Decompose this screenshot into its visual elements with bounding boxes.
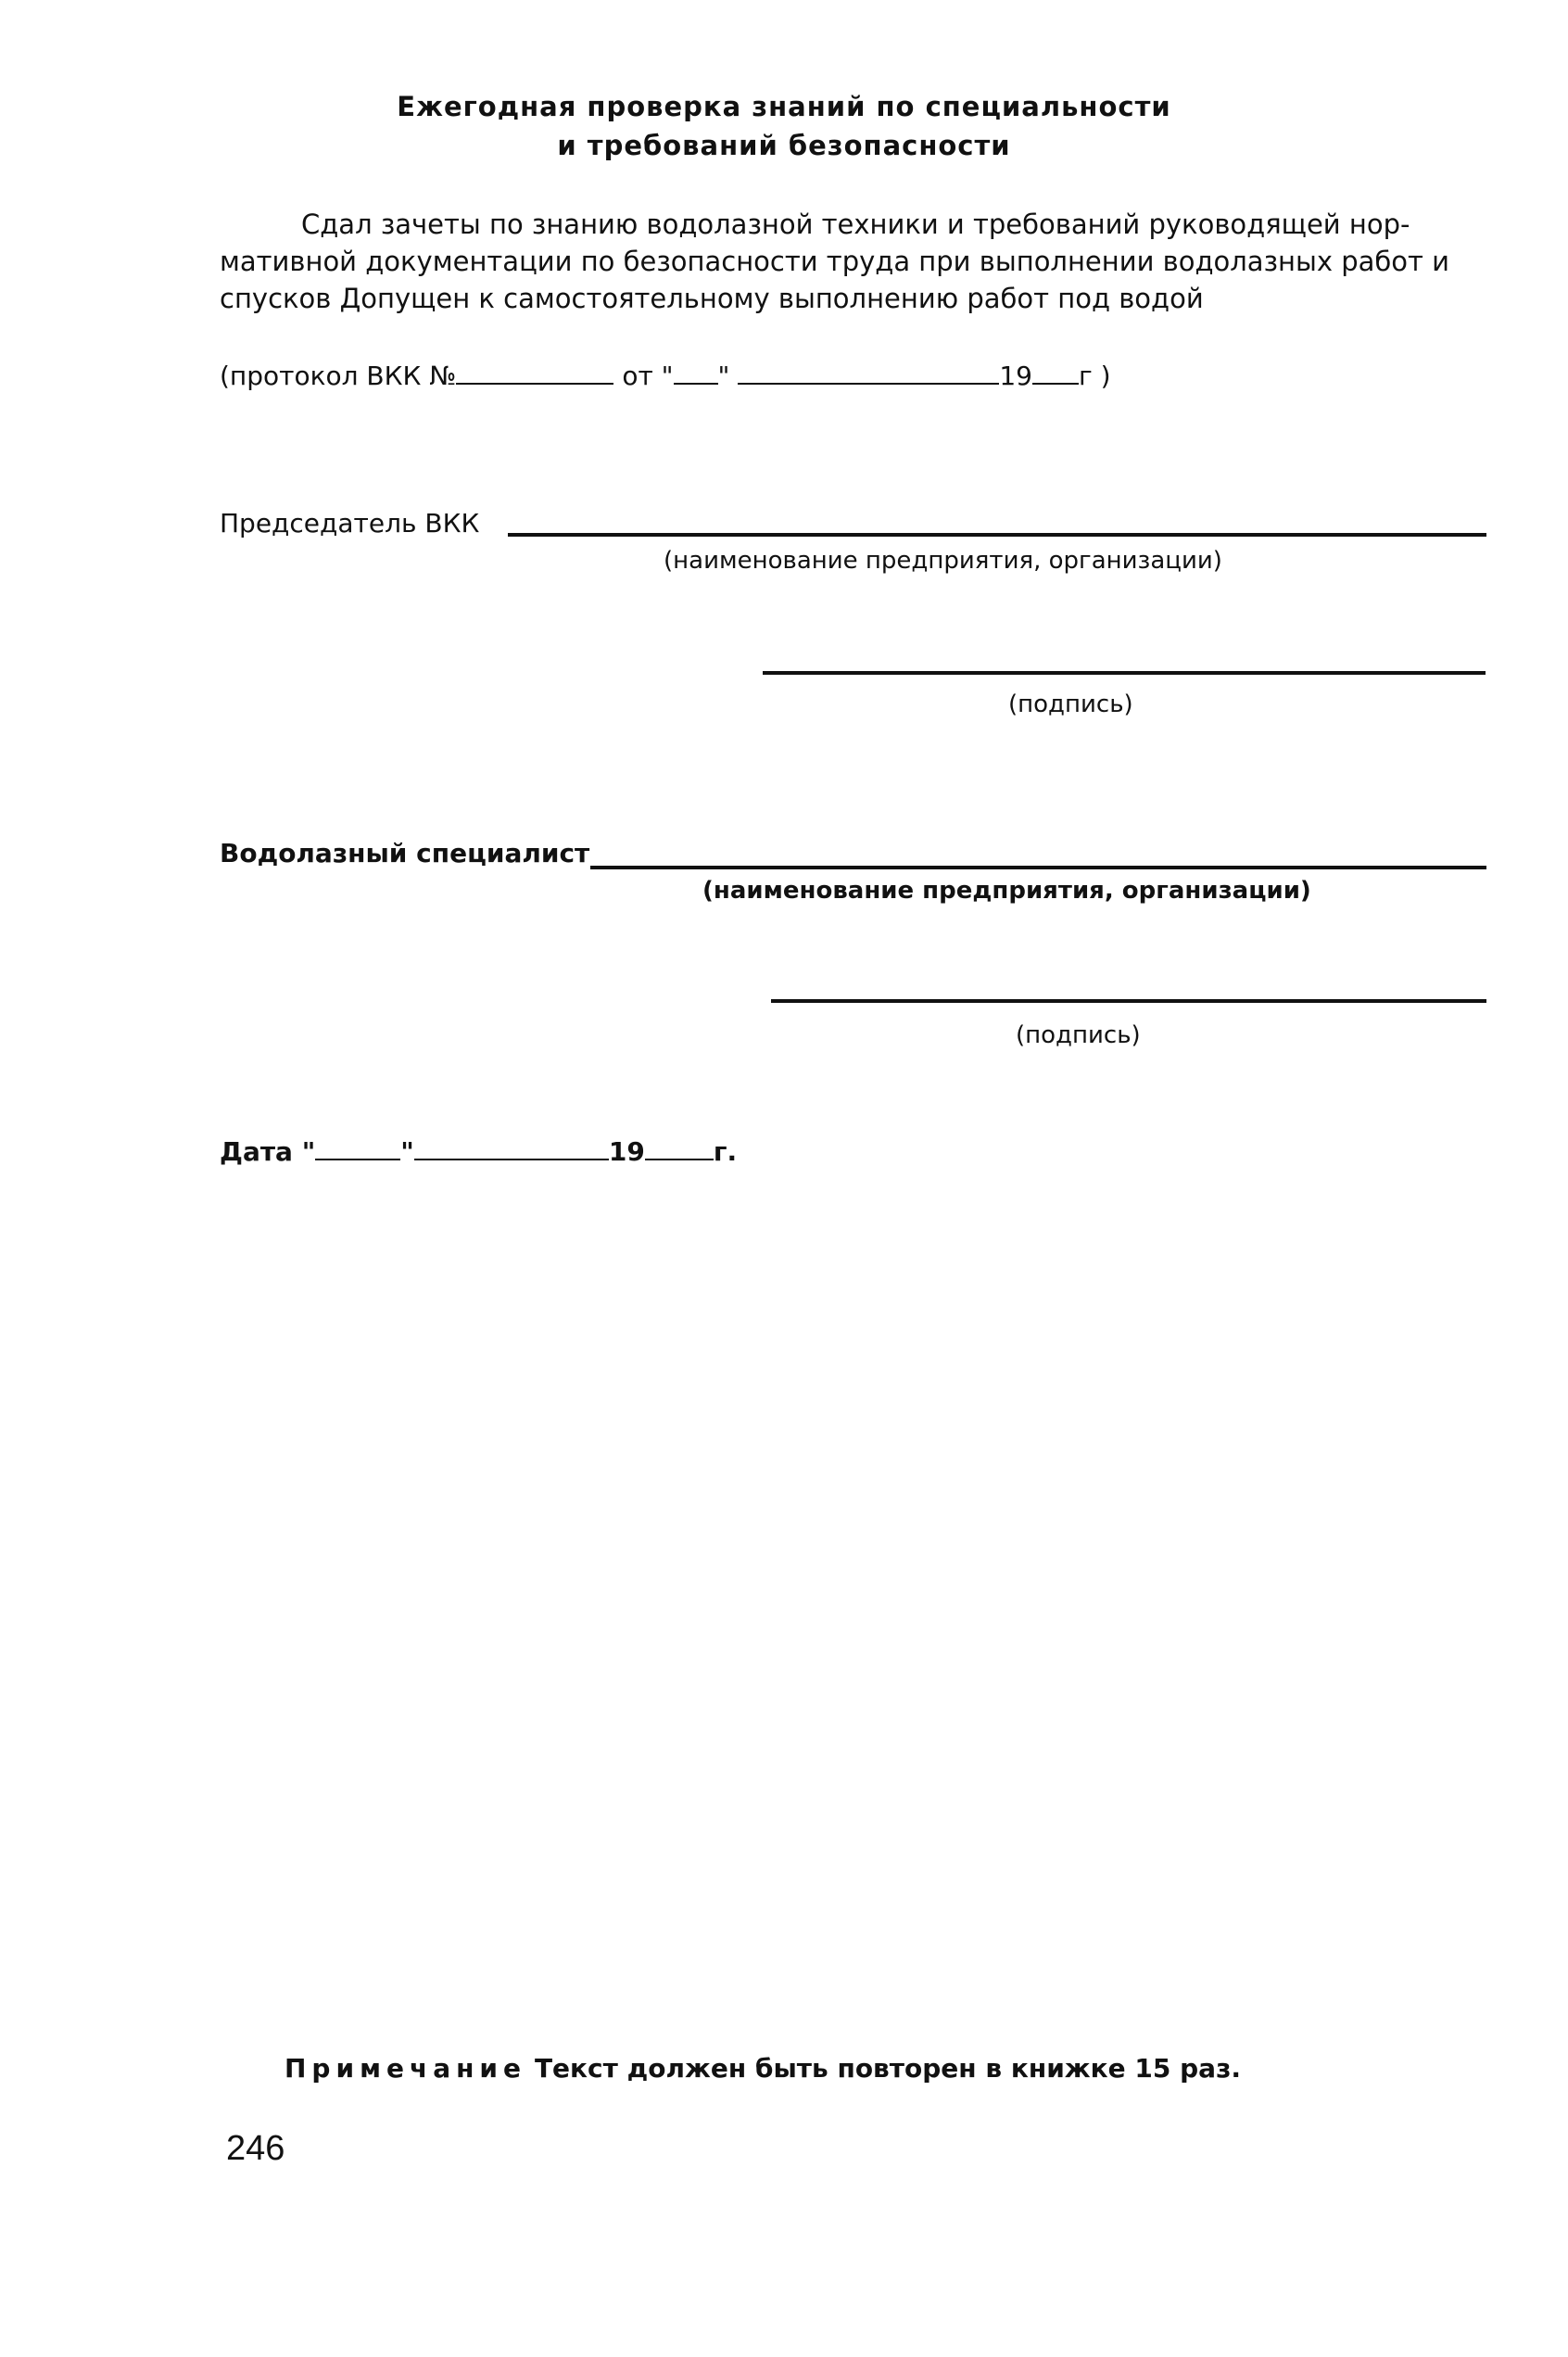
body-line-1: Сдал зачеты по знанию водолазной техники и требований руководящей нор- [301, 209, 1410, 240]
note [285, 2053, 1241, 2084]
specialist-org-caption: (наименование предприятия, организации) [702, 877, 1311, 905]
protocol-year-blank[interactable] [1032, 382, 1079, 385]
protocol-quote-close: " [717, 361, 730, 391]
date-suffix: г. [713, 1136, 738, 1167]
specialist-signature-line[interactable] [771, 999, 1486, 1003]
note-text: Текст должен быть повторен в книжке 15 раз. [534, 2053, 1241, 2084]
title-line-2: и требований безопасности [557, 130, 1011, 161]
date-prefix: Дата " [220, 1136, 316, 1167]
specialist-org-line[interactable] [590, 866, 1486, 869]
note-label: Примечание [285, 2053, 527, 2084]
protocol-prefix: (протокол ВКК № [220, 361, 457, 391]
protocol-day-blank[interactable] [674, 382, 718, 385]
specialist-label: Водолазный специалист [220, 838, 590, 868]
date-day-blank[interactable] [315, 1158, 400, 1160]
date-year-prefix: 19 [608, 1136, 645, 1167]
body-line-2: мативной документации по безопасности труда при выполнении водолазных работ и [220, 246, 1450, 277]
title-line-1: Ежегодная проверка знаний по специальности [397, 91, 1171, 122]
date-line [220, 1136, 737, 1167]
protocol-suffix: г ) [1078, 361, 1111, 391]
date-year-blank[interactable] [645, 1158, 714, 1160]
chairman-org-line[interactable] [508, 533, 1486, 537]
specialist-signature-caption: (подпись) [1016, 1021, 1141, 1049]
protocol-number-blank[interactable] [456, 382, 613, 385]
protocol-line [220, 361, 1111, 391]
page-number: 246 [226, 2129, 285, 2168]
protocol-from: от " [622, 361, 674, 391]
chairman-signature-line[interactable] [763, 671, 1486, 675]
date-month-blank[interactable] [414, 1158, 609, 1160]
chairman-org-caption: (наименование предприятия, организации) [664, 547, 1222, 575]
body-line-3: спусков Допущен к самостоятельному выполнению работ под водой [220, 283, 1204, 314]
chairman-label: Председатель ВКК [220, 508, 480, 539]
protocol-year-prefix: 19 [999, 361, 1032, 391]
protocol-month-blank[interactable] [738, 382, 999, 385]
chairman-signature-caption: (подпись) [1008, 691, 1133, 718]
date-quote-close: " [400, 1136, 414, 1167]
